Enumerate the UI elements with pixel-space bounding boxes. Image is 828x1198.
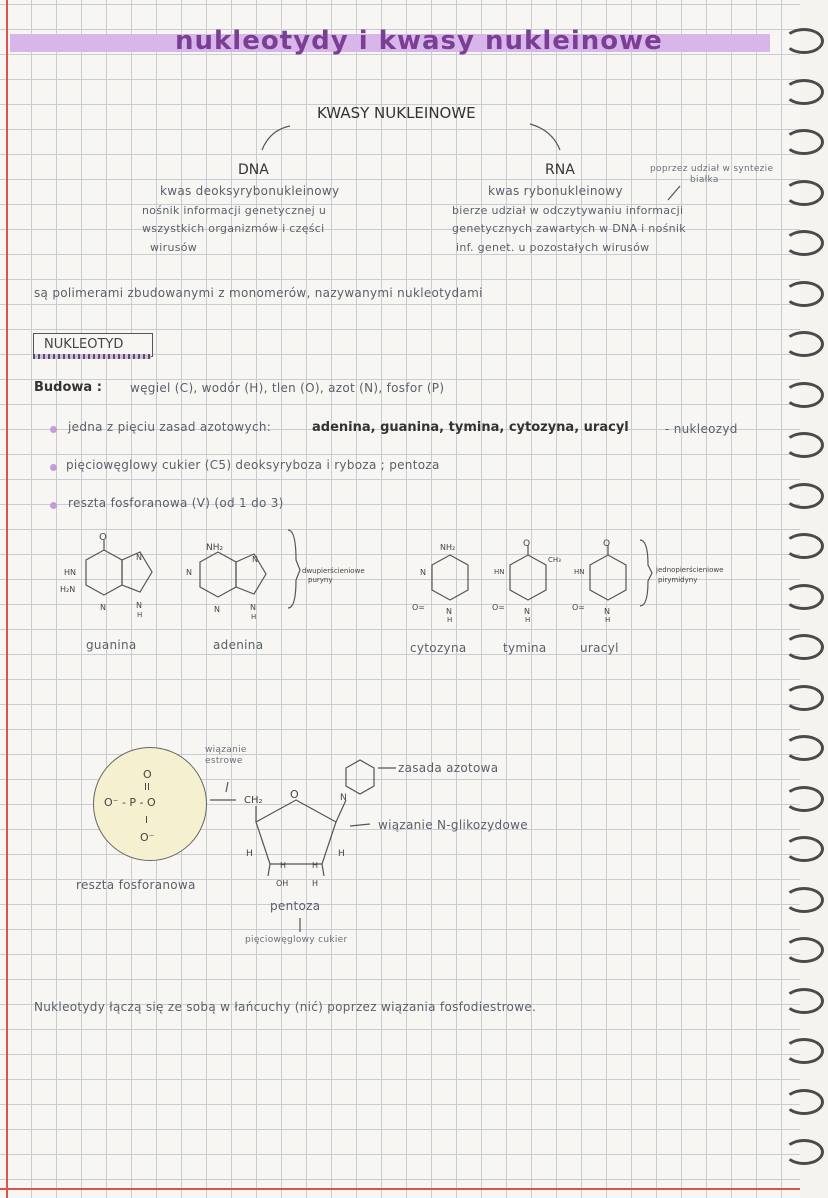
svg-text:N: N bbox=[604, 607, 610, 616]
svg-text:H: H bbox=[447, 616, 453, 624]
reszta-fosforanowa-label: reszta fosforanowa bbox=[76, 878, 196, 892]
bullet-1-bases: adenina, guanina, tymina, cytozyna, uracyl bbox=[312, 420, 629, 435]
uracyl-label: uracyl bbox=[580, 641, 619, 655]
svg-text:HN: HN bbox=[574, 568, 585, 576]
pyrimidines-note-2: pirymidyny bbox=[658, 576, 698, 584]
pentoza-label: pentoza bbox=[270, 899, 321, 913]
svg-text:H: H bbox=[246, 849, 253, 859]
dna-label: DNA bbox=[238, 162, 269, 178]
bullet-1-text-a: jedna z pięciu zasad azotowych: bbox=[68, 420, 272, 434]
svg-text:HN: HN bbox=[494, 568, 505, 576]
svg-text:O⁻ - P - O: O⁻ - P - O bbox=[104, 796, 156, 809]
svg-text:N: N bbox=[340, 793, 347, 803]
ester-bond-label-1: wiązanie bbox=[205, 745, 247, 755]
svg-text:O: O bbox=[143, 768, 152, 781]
svg-text:NH₂: NH₂ bbox=[206, 543, 224, 553]
svg-text:N: N bbox=[186, 568, 192, 577]
dna-full-name: kwas deoksyrybonukleinowy bbox=[160, 184, 340, 198]
dna-desc-line-1: nośnik informacji genetycznej u bbox=[142, 204, 327, 217]
svg-text:H: H bbox=[137, 611, 143, 619]
cukier-label: pięciowęglowy cukier bbox=[245, 935, 348, 945]
page-title: nukleotydy i kwasy nukleinowe bbox=[175, 26, 663, 56]
rna-desc-line-3: inf. genet. u pozostałych wirusów bbox=[456, 241, 650, 254]
svg-text:H: H bbox=[251, 613, 257, 621]
svg-text:OH: OH bbox=[276, 879, 289, 888]
svg-text:N: N bbox=[136, 553, 142, 562]
ch2-label: CH₂ bbox=[244, 795, 263, 806]
svg-text:O=: O= bbox=[412, 603, 425, 612]
svg-text:H: H bbox=[605, 616, 611, 624]
pentose-ring bbox=[256, 800, 336, 864]
svg-text:H: H bbox=[280, 861, 287, 870]
guanina-label: guanina bbox=[86, 638, 137, 652]
budowa-elements: węgiel (C), wodór (H), tlen (O), azot (N), fosfor (P) bbox=[130, 381, 445, 395]
rna-label: RNA bbox=[545, 162, 575, 178]
svg-text:N: N bbox=[446, 607, 452, 616]
rna-desc-line-2: genetycznych zawartych w DNA i nośnik bbox=[452, 222, 686, 235]
budowa-label: Budowa : bbox=[34, 380, 102, 395]
bullet-3-text: reszta fosforanowa (V) (od 1 do 3) bbox=[68, 496, 284, 510]
svg-text:CH₃: CH₃ bbox=[548, 556, 561, 564]
svg-text:N: N bbox=[250, 603, 256, 612]
svg-text:II: II bbox=[144, 782, 150, 793]
svg-text:NH₂: NH₂ bbox=[440, 543, 456, 552]
section-heading: KWASY NUKLEINOWE bbox=[317, 104, 476, 122]
svg-text:H: H bbox=[525, 616, 531, 624]
svg-text:O: O bbox=[99, 532, 107, 543]
polymer-sentence: są polimerami zbudowanymi z monomerów, nazywanymi nukleotydami bbox=[34, 286, 483, 300]
adenina-label: adenina bbox=[213, 638, 264, 652]
svg-text:N: N bbox=[420, 568, 426, 577]
svg-text:O: O bbox=[523, 539, 531, 549]
svg-text:N: N bbox=[136, 601, 142, 610]
wiazanie-glikozydowe-label: wiązanie N-glikozydowe bbox=[378, 818, 528, 832]
zasada-azotowa-label: zasada azotowa bbox=[398, 761, 499, 775]
cytozyna-label: cytozyna bbox=[410, 641, 467, 655]
ester-bond-label-2: estrowe bbox=[205, 756, 243, 766]
rna-side-note-1: poprzez udział w syntezie bbox=[650, 164, 774, 174]
svg-text:N: N bbox=[100, 603, 106, 612]
svg-text:O=: O= bbox=[572, 603, 585, 612]
nukleotyd-label: NUKLEOTYD bbox=[44, 337, 124, 352]
svg-text:H: H bbox=[312, 879, 319, 888]
footer-sentence: Nukleotydy łączą się ze sobą w łańcuchy (nić) poprzez wiązania fosfodiestrowe. bbox=[34, 1000, 537, 1014]
svg-text:O: O bbox=[603, 539, 611, 549]
phosphate-group bbox=[104, 768, 156, 844]
svg-text:O⁻: O⁻ bbox=[140, 831, 155, 844]
svg-text:H: H bbox=[312, 861, 319, 870]
svg-text:N: N bbox=[252, 555, 258, 564]
svg-text:N: N bbox=[524, 607, 530, 616]
svg-text:HN: HN bbox=[64, 568, 76, 577]
bullet-2-text: pięciowęglowy cukier (C5) deoksyryboza i ryboza ; pentoza bbox=[66, 458, 440, 472]
bullet-1-text-c: - nukleozyd bbox=[665, 422, 738, 436]
dna-desc-line-2: wszystkich organizmów i części bbox=[142, 222, 325, 235]
rna-full-name: kwas rybonukleinowy bbox=[488, 184, 623, 198]
dna-desc-line-3: wirusów bbox=[150, 241, 198, 254]
purines-note-1: dwupierścieniowe bbox=[302, 567, 365, 575]
glikozydowe-arrow bbox=[350, 824, 370, 826]
base-ring bbox=[346, 760, 374, 794]
svg-text:N: N bbox=[214, 605, 220, 614]
pyrimidines-note-1: jednopierścieniowe bbox=[656, 566, 724, 574]
svg-text:I: I bbox=[145, 815, 148, 826]
rna-side-note-2: białka bbox=[690, 175, 719, 185]
svg-text:H₂N: H₂N bbox=[60, 585, 76, 594]
purines-note-2: puryny bbox=[308, 576, 333, 584]
svg-text:H: H bbox=[338, 849, 345, 859]
ester-bond-arrow bbox=[226, 782, 228, 792]
pentose-oxygen: O bbox=[290, 788, 299, 801]
rna-desc-line-1: bierze udział w odczytywaniu informacji bbox=[452, 204, 684, 217]
svg-text:O=: O= bbox=[492, 603, 505, 612]
tymina-label: tymina bbox=[503, 641, 547, 655]
